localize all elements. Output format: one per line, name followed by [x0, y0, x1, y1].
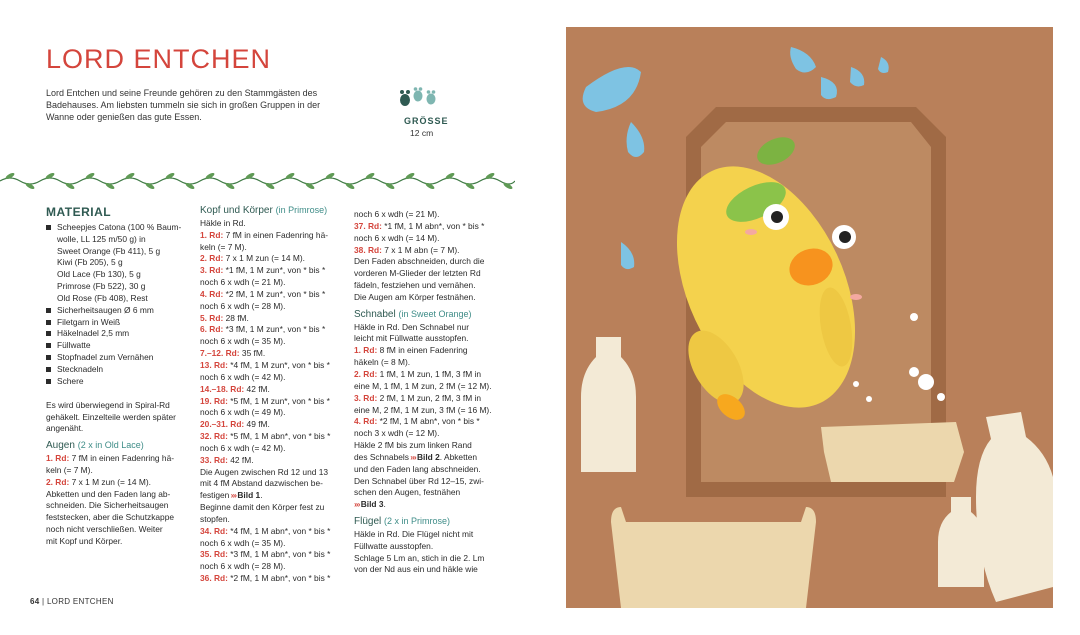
figure-reference: Bild 1	[237, 490, 261, 501]
column-schnabel	[354, 209, 504, 576]
round-label: 19. Rd:	[200, 395, 228, 406]
instruction-line: noch 6 x wdh (= 42 M).	[200, 371, 286, 382]
instruction-line: keln (= 7 M).	[200, 241, 247, 252]
instruction-line: 1. Rd: 7 fM in einen Fadenring hä-	[200, 229, 329, 240]
instruction-line: keln (= 7 M).	[46, 464, 93, 475]
instruction-line: Den Schnabel über Rd 12–15, zwi-	[354, 475, 484, 486]
round-label: 14.–18. Rd:	[200, 383, 245, 394]
instruction-line: Abketten und den Faden lang ab-	[46, 488, 171, 499]
instruction-line: Füllwatte ausstopfen.	[354, 540, 434, 551]
instruction-line: 7.–12. Rd: 35 fM.	[200, 348, 266, 359]
page-number: 64	[30, 597, 40, 606]
instruction-line: 5. Rd: 28 fM.	[200, 312, 249, 323]
round-label: 2. Rd:	[354, 368, 378, 379]
round-label: 36. Rd:	[200, 573, 228, 584]
instruction-line: von der Nd aus ein und häkle wie	[354, 564, 478, 575]
material-item: Primrose (Fb 522), 30 g	[57, 281, 146, 292]
kopf-instructions	[200, 218, 350, 585]
arrow-icon: ›››	[354, 499, 361, 510]
instruction-line: noch 6 x wdh (= 35 M).	[200, 336, 286, 347]
instruction-line: häkeln (= 8 M).	[354, 357, 411, 368]
round-label: 37. Rd:	[354, 220, 382, 231]
instruction-line: Den Faden abschneiden, durch die	[354, 256, 485, 267]
footer-section: LORD ENTCHEN	[46, 597, 114, 606]
instruction-line: 35. Rd: *3 fM, 1 M abn*, von * bis *	[200, 549, 331, 560]
round-label: 1. Rd:	[354, 345, 378, 356]
instruction-line: noch 6 x wdh (= 28 M).	[200, 561, 286, 572]
schnabel-heading: Schnabel (in Sweet Orange)	[354, 308, 472, 320]
material-item: Scheepjes Catona (100 % Baum-	[46, 222, 196, 234]
material-item: Sweet Orange (Fb 411), 5 g	[57, 245, 161, 256]
material-note-line: angenäht.	[46, 423, 84, 434]
instruction-line: noch 6 x wdh (= 21 M).	[354, 209, 440, 219]
material-note-line: Es wird überwiegend in Spiral-Rd	[46, 399, 170, 410]
instruction-line: vorderen M-Glieder der letzten Rd	[354, 268, 481, 279]
instruction-line: leicht mit Füllwatte ausstopfen.	[354, 333, 469, 344]
instruction-line: 1. Rd: 7 fM in einen Fadenring hä-	[46, 453, 175, 464]
duck-icon	[400, 90, 410, 106]
column-material	[46, 207, 196, 548]
material-item: Stopfnadel zum Vernähen	[46, 352, 196, 364]
instruction-line: 13. Rd: *4 fM, 1 M zun*, von * bis *	[200, 359, 330, 370]
instruction-line: schneiden. Die Sicherheitsaugen	[46, 500, 169, 511]
material-note-line: gehäkelt. Einzelteile werden später	[46, 411, 176, 422]
instruction-line: 3. Rd: *1 fM, 1 M zun*, von * bis *	[200, 265, 326, 276]
instruction-line: 1. Rd: 8 fM in einen Fadenring	[354, 345, 468, 356]
round-label: 35. Rd:	[200, 549, 228, 560]
duck-photo	[566, 27, 1053, 608]
instruction-line: 4. Rd: *2 fM, 1 M abn*, von * bis *	[354, 416, 480, 427]
round-label: 13. Rd:	[200, 359, 228, 370]
column-kopf	[200, 205, 350, 585]
instruction-line: noch 6 x wdh (= 42 M).	[200, 442, 286, 453]
round-label: 7.–12. Rd:	[200, 348, 240, 359]
instruction-line: 6. Rd: *3 fM, 1 M zun*, von * bis *	[200, 324, 326, 335]
instruction-line: noch 6 x wdh (= 49 M).	[200, 407, 286, 418]
instruction-line: mit Kopf und Körper.	[46, 535, 123, 546]
instruction-line: 37. Rd: *1 fM, 1 M abn*, von * bis *	[354, 220, 485, 231]
instruction-line: 32. Rd: *5 fM, 1 M abn*, von * bis *	[200, 431, 331, 442]
instruction-line: fädeln, festziehen und vernähen.	[354, 280, 476, 291]
material-item: Füllwatte	[46, 340, 196, 352]
instruction-line: Die Augen am Körper festnähen.	[354, 291, 476, 302]
size-duck-icons	[398, 86, 438, 108]
size-value: 12 cm	[410, 128, 434, 138]
instruction-line: und den Faden lang abschneiden.	[354, 463, 481, 474]
material-item: Häkelnadel 2,5 mm	[46, 328, 196, 340]
material-item: Old Rose (Fb 408), Rest	[57, 292, 148, 303]
instruction-line: 34. Rd: *4 fM, 1 M abn*, von * bis *	[200, 525, 331, 536]
size-label: GRÖSSE	[404, 116, 449, 126]
arrow-icon: ›››	[229, 490, 238, 501]
figure-reference: Bild 2	[416, 451, 440, 462]
kopf-continued	[354, 209, 504, 304]
instruction-line: festigen ››› Bild 1.	[200, 490, 263, 501]
duck-icon	[427, 90, 436, 104]
material-item: Old Lace (Fb 130), 5 g	[57, 269, 141, 280]
material-item: Kiwi (Fb 205), 5 g	[57, 257, 123, 268]
round-label: 4. Rd:	[200, 288, 224, 299]
instruction-line: stopfen.	[200, 513, 230, 524]
instruction-line: 19. Rd: *5 fM, 1 M zun*, von * bis *	[200, 395, 330, 406]
instruction-line: 2. Rd: 7 x 1 M zun (= 14 M).	[46, 476, 151, 487]
round-label: 2. Rd:	[46, 476, 70, 487]
instruction-line: 20.–31. Rd: 49 fM.	[200, 419, 270, 430]
instruction-line: Häkle 2 fM bis zum linken Rand	[354, 440, 472, 451]
instruction-line: Schlage 5 Lm an, stich in die 2. Lm	[354, 552, 485, 563]
instruction-line: 2. Rd: 7 x 1 M zun (= 14 M).	[200, 253, 305, 264]
material-note	[46, 400, 196, 436]
figure-reference: Bild 3	[360, 499, 384, 510]
round-label: 33. Rd:	[200, 454, 228, 465]
instruction-line: 36. Rd: *2 fM, 1 M abn*, von * bis *	[200, 573, 331, 584]
material-item: Stecknadeln	[46, 364, 196, 376]
fluegel-heading: Flügel (2 x in Primrose)	[354, 516, 451, 528]
footer-separator: |	[39, 597, 47, 606]
instruction-line: noch 6 x wdh (= 28 M).	[200, 300, 286, 311]
instruction-line: noch 6 x wdh (= 21 M).	[200, 277, 286, 288]
instruction-line: 38. Rd: 7 x 1 M abn (= 7 M).	[354, 244, 460, 255]
round-label: 1. Rd:	[46, 453, 70, 464]
vine-divider	[0, 170, 515, 192]
instruction-line: Häkle in Rd. Die Flügel nicht mit	[354, 528, 474, 539]
material-item: Filetgarn in Weiß	[46, 317, 196, 329]
material-item: wolle, LL 125 m/50 g) in	[57, 233, 146, 244]
instruction-line: 4. Rd: *2 fM, 1 M zun*, von * bis *	[200, 288, 326, 299]
instruction-line: noch nicht verschließen. Weiter	[46, 524, 163, 535]
round-label: 32. Rd:	[200, 431, 228, 442]
instruction-line: mit 4 fM Abstand dazwischen be-	[200, 478, 323, 489]
round-label: 38. Rd:	[354, 244, 382, 255]
instruction-line: Häkle in Rd.	[200, 217, 246, 228]
instruction-line: ››› Bild 3.	[354, 499, 386, 510]
instruction-line: 33. Rd: 42 fM.	[200, 454, 254, 465]
instruction-line: feststecken, aber die Schutzkappe	[46, 512, 175, 523]
material-item: Sicherheitsaugen Ø 6 mm	[46, 305, 196, 317]
round-label: 20.–31. Rd:	[200, 419, 245, 430]
page-title: LORD ENTCHEN	[46, 44, 272, 74]
instruction-line: noch 6 x wdh (= 14 M).	[354, 232, 440, 243]
augen-heading: Augen (2 x in Old Lace)	[46, 440, 144, 452]
duck-icon	[414, 87, 423, 101]
round-label: 3. Rd:	[354, 392, 378, 403]
schnabel-instructions	[354, 322, 504, 512]
material-list	[46, 222, 196, 388]
instruction-line: eine M, 2 fM, 1 M zun, 3 fM (= 16 M).	[354, 404, 492, 415]
arrow-icon: ›››	[408, 451, 417, 462]
material-item: Schere	[46, 376, 196, 388]
augen-instructions	[46, 453, 196, 548]
page-footer	[30, 597, 114, 606]
round-label: 5. Rd:	[200, 312, 224, 323]
instruction-line: schen den Augen, festnähen	[354, 487, 461, 498]
fluegel-instructions	[354, 529, 504, 576]
round-label: 34. Rd:	[200, 525, 228, 536]
instruction-line: Die Augen zwischen Rd 12 und 13	[200, 466, 329, 477]
round-label: 6. Rd:	[200, 324, 224, 335]
instruction-line: des Schnabels ››› Bild 2. Abketten	[354, 451, 478, 462]
instruction-line: noch 3 x wdh (= 12 M).	[354, 428, 440, 439]
intro-text: Lord Entchen und seine Freunde gehören zu den Stammgästen des Badehauses. Am liebsten tummeln sie sich in großen Gruppen in der Wanne oder genießen das gute Essen.	[46, 88, 321, 122]
kopf-heading: Kopf und Körper (in Primrose)	[200, 205, 328, 216]
instruction-line: 14.–18. Rd: 42 fM.	[200, 383, 270, 394]
material-heading: MATERIAL	[46, 205, 112, 219]
instruction-line: Beginne damit den Körper fest zu	[200, 502, 325, 513]
round-label: 1. Rd:	[200, 229, 224, 240]
instruction-line: 3. Rd: 2 fM, 1 M zun, 2 fM, 3 fM in	[354, 392, 482, 403]
round-label: 4. Rd:	[354, 416, 378, 427]
instruction-line: eine M, 1 fM, 1 M zun, 2 fM (= 12 M).	[354, 380, 492, 391]
round-label: 2. Rd:	[200, 253, 224, 264]
instruction-line: Häkle in Rd. Den Schnabel nur	[354, 321, 469, 332]
instruction-line: noch 6 x wdh (= 35 M).	[200, 537, 286, 548]
round-label: 3. Rd:	[200, 265, 224, 276]
instruction-line: 2. Rd: 1 fM, 1 M zun, 1 fM, 3 fM in	[354, 368, 482, 379]
